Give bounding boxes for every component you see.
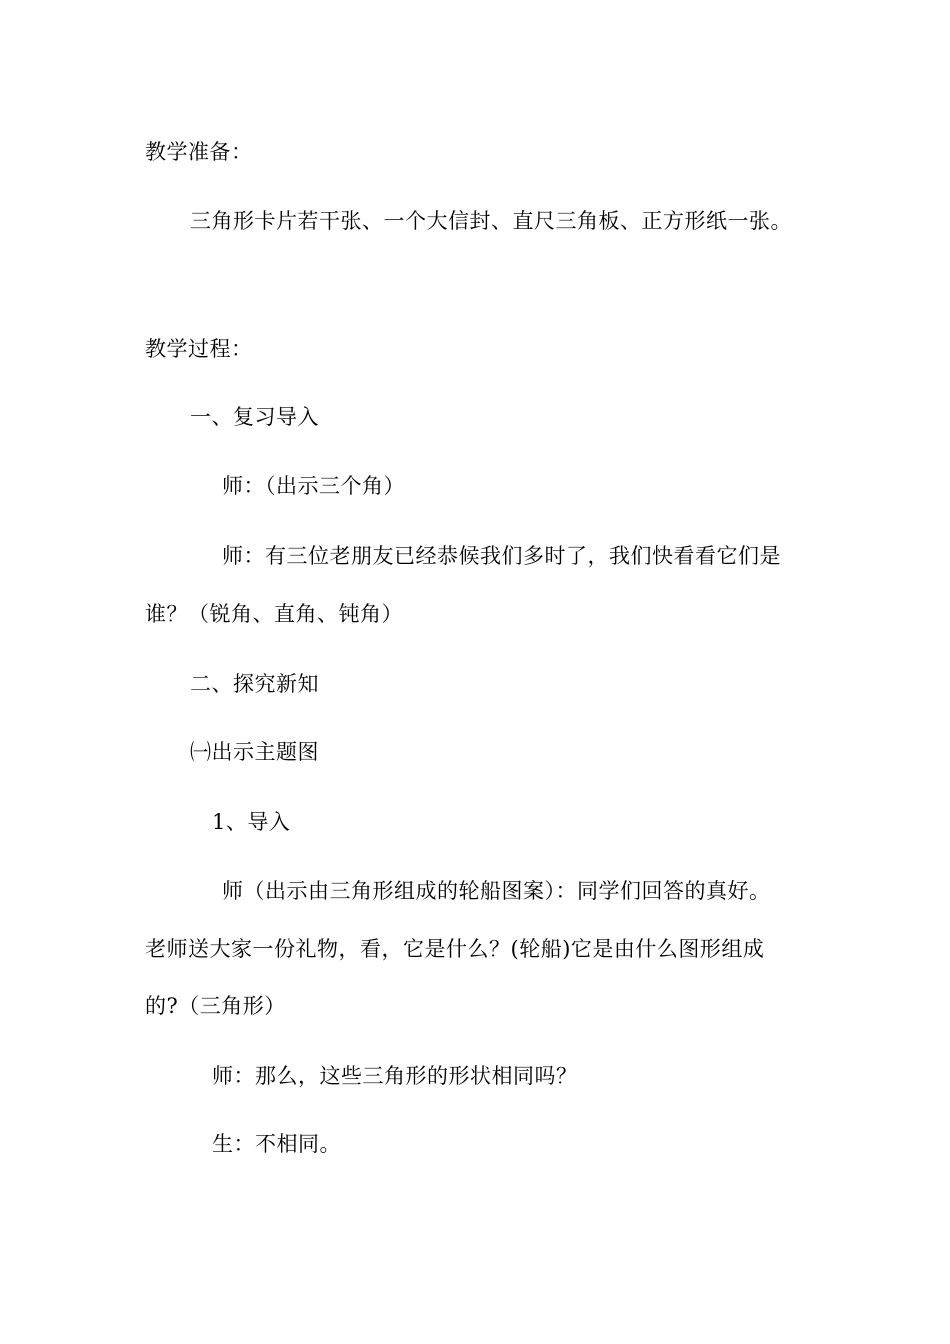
section-prep-heading: 教学准备： [145, 140, 253, 164]
part1-heading: 一、复习导入 [190, 405, 319, 429]
prep-materials: 三角形卡片若干张、一个大信封、直尺三角板、正方形纸一张。 [190, 209, 792, 233]
teacher-line-3b: 老师送大家一份礼物，看，它是什么？(轮船)它是由什么图形组成 [145, 937, 765, 961]
teacher-line-4: 师：那么，这些三角形的形状相同吗？ [212, 1064, 578, 1088]
teacher-line-1: 师：（出示三个角） [222, 474, 405, 498]
teacher-line-2a: 师：有三位老朋友已经恭候我们多时了，我们快看看它们是 [222, 544, 781, 568]
teacher-line-2b: 谁？（锐角、直角、钝角） [145, 602, 403, 626]
student-line-1: 生：不相同。 [212, 1132, 341, 1156]
teacher-line-3c: 的?（三角形） [145, 994, 286, 1018]
subsection-1: ㈠出示主题图 [190, 740, 319, 764]
section-process-heading: 教学过程： [145, 337, 253, 361]
item-1: 1、导入 [212, 810, 291, 834]
part2-heading: 二、探究新知 [190, 672, 319, 696]
teacher-line-3a: 师（出示由三角形组成的轮船图案）：同学们回答的真好。 [222, 879, 771, 903]
